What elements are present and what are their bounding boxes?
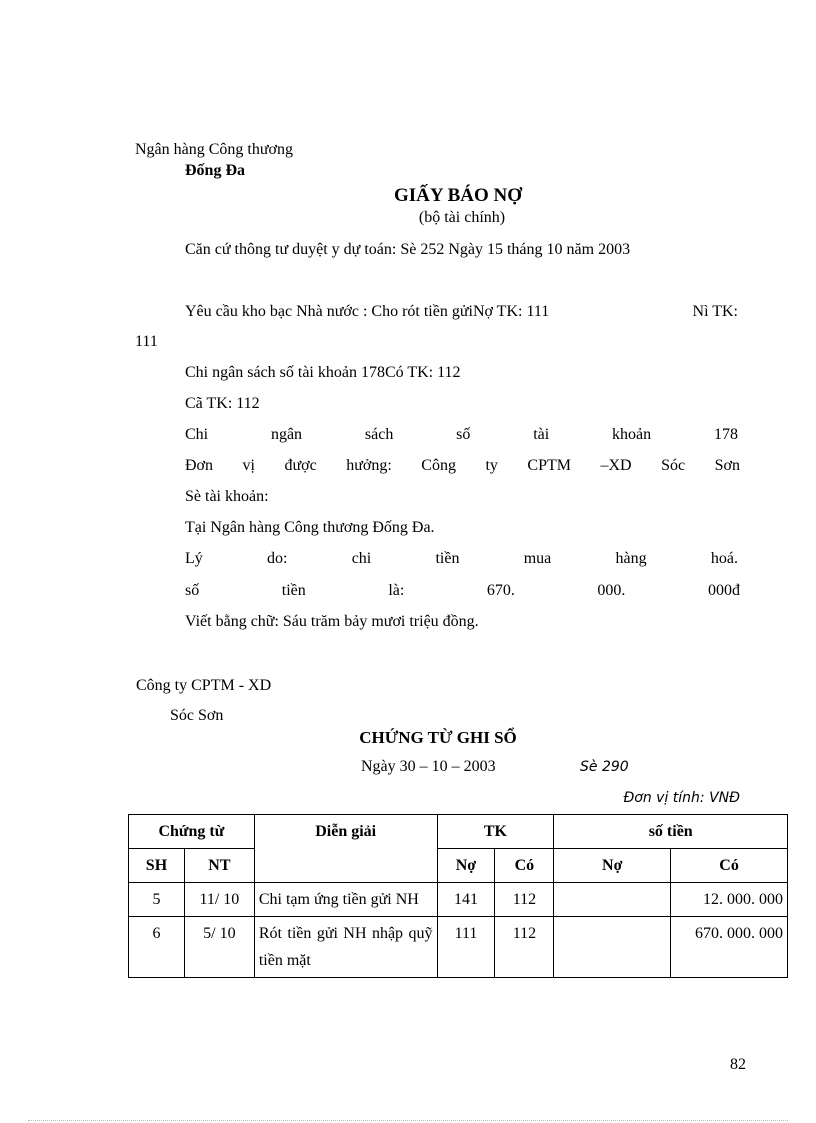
- notice-credit-line: Cã TK: 112: [185, 395, 260, 412]
- table-row: [129, 883, 788, 917]
- cell-tk-no: 141: [437, 883, 495, 917]
- page-number: 82: [730, 1056, 746, 1073]
- cell-amt-no: [554, 917, 671, 978]
- header-tk: TK: [437, 815, 554, 849]
- voucher-date: Ngày 30 – 10 – 2003: [361, 758, 496, 775]
- word: hưởng:: [346, 457, 392, 474]
- cell-sh: 6: [129, 917, 185, 978]
- cell-tk-no: 111: [437, 917, 495, 978]
- notice-title: GIẤY BÁO NỢ: [393, 185, 523, 206]
- cell-tk-co: 112: [495, 883, 554, 917]
- cell-amt-no: [554, 883, 671, 917]
- word: do:: [267, 550, 288, 567]
- word: mua: [523, 550, 552, 567]
- notice-amount-in-words: Viết bằng chữ: Sáu trăm bảy mươi triệu đồng.: [185, 613, 479, 630]
- word: là:: [388, 582, 405, 599]
- cell-desc: Rót tiền gửi NH nhập quỹ tiền mặt: [254, 917, 437, 978]
- word: 178: [713, 426, 738, 443]
- bank-name: Ngân hàng Công thương: [135, 141, 294, 158]
- word: hàng: [615, 550, 647, 567]
- word: khoản: [612, 426, 652, 443]
- word: ngân: [270, 426, 303, 443]
- notice-beneficiary: [185, 456, 740, 476]
- word: số: [185, 582, 200, 599]
- table-header-row: [129, 815, 788, 849]
- word: ty: [485, 457, 498, 474]
- word: –XD: [600, 457, 632, 474]
- word: CPTM: [527, 457, 571, 474]
- word: Công: [421, 457, 456, 474]
- header-tk-co: Có: [495, 849, 554, 883]
- word: tài: [533, 426, 550, 443]
- header-diengiai: Diễn giải: [254, 815, 437, 883]
- ledger-table: [128, 814, 788, 978]
- word: được: [284, 457, 317, 474]
- word: Sơn: [714, 457, 740, 474]
- word: Đơn: [185, 457, 214, 474]
- header-chungtu: Chứng từ: [129, 815, 255, 849]
- cell-sh: 5: [129, 883, 185, 917]
- notice-at-bank: Tại Ngân hàng Công thương Đống Đa.: [185, 519, 435, 536]
- word: Lý: [185, 550, 203, 567]
- notice-basis: Căn cứ thông tư duyệt y dự toán: Sè 252 Ngày 15 tháng 10 năm 2003: [185, 241, 631, 258]
- table-subheader-row: [129, 849, 788, 883]
- header-amt-no: Nợ: [554, 849, 671, 883]
- bank-branch: Đống Đa: [185, 162, 246, 179]
- company-name: Công ty CPTM - XD: [136, 677, 272, 694]
- cell-desc: Chi tạm ứng tiền gửi NH: [254, 883, 437, 917]
- word: Chi: [185, 426, 209, 443]
- word: 000đ: [707, 582, 740, 599]
- notice-account-no: Sè tài khoản:: [185, 488, 269, 505]
- notice-request: Yêu cầu kho bạc Nhà nước : Cho rót tiền gửiNợ TK: 111: [185, 303, 550, 320]
- cell-tk-co: 112: [495, 917, 554, 978]
- word: Sóc: [661, 457, 686, 474]
- company-location: Sóc Sơn: [170, 707, 224, 724]
- cell-amt-co: 670. 000. 000: [671, 917, 788, 978]
- word: vị: [242, 457, 255, 474]
- header-amt-co: Có: [671, 849, 788, 883]
- notice-budget-justified: [185, 425, 738, 445]
- word: tiền: [435, 550, 460, 567]
- voucher-title: CHỨNG TỪ GHI SỔ: [359, 728, 517, 747]
- notice-amount: [185, 581, 740, 601]
- page-bottom-divider: [28, 1120, 788, 1121]
- notice-budget-line: Chi ngân sách số tài khoản 178Có TK: 112: [185, 364, 461, 381]
- header-tk-no: Nợ: [437, 849, 495, 883]
- notice-reason: [185, 549, 738, 569]
- cell-nt: 11/ 10: [184, 883, 254, 917]
- table-row: [129, 917, 788, 978]
- word: 000.: [597, 582, 626, 599]
- word: số: [456, 426, 471, 443]
- word: chi: [351, 550, 372, 567]
- voucher-number: Sè 290: [580, 759, 629, 775]
- header-sotien: số tiền: [554, 815, 788, 849]
- header-nt: NT: [184, 849, 254, 883]
- notice-request-wrap: 111: [135, 333, 158, 350]
- notice-subtitle: (bộ tài chính): [418, 209, 506, 226]
- cell-nt: 5/ 10: [184, 917, 254, 978]
- cell-amt-co: 12. 000. 000: [671, 883, 788, 917]
- notice-request-right: Nì TK:: [692, 303, 738, 320]
- word: 670.: [486, 582, 515, 599]
- word: hoá.: [710, 550, 738, 567]
- header-sh: SH: [129, 849, 185, 883]
- word: sách: [364, 426, 394, 443]
- voucher-unit: Đơn vị tính: VNĐ: [623, 790, 740, 806]
- word: tiền: [281, 582, 306, 599]
